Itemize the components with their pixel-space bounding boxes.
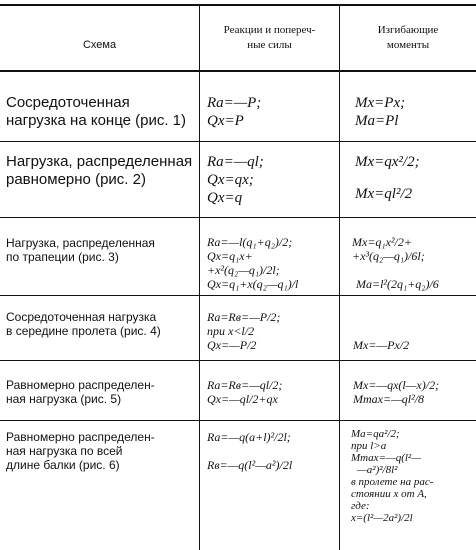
row1-scheme — [6, 94, 186, 130]
formula-line: —a²)²/8l² — [357, 464, 398, 476]
row3-scheme — [6, 236, 155, 264]
formula-line: Mа=qa²/2; — [351, 428, 400, 440]
scheme-line: нагрузка на конце (рис. 1) — [6, 112, 187, 129]
row2-reactions — [207, 153, 264, 207]
row1-reactions — [207, 94, 261, 130]
formula-line: Rа=—q(a+l)²/2l; — [207, 430, 291, 444]
header-scheme: Схема — [82, 39, 117, 51]
formula-line: Mа=Pl — [355, 113, 399, 129]
formula-line: Mx=—qx(l—x)/2; — [353, 378, 440, 392]
formula-line: Mx=q₁x²/2+ — [352, 235, 412, 249]
formula-line: Rа=Rв=—ql/2; — [207, 378, 283, 392]
scheme-line: ная нагрузка (рис. 5) — [6, 392, 122, 406]
scheme-line: Равномерно распределен- — [6, 430, 155, 444]
row4-moments — [353, 338, 409, 352]
row-divider-2 — [0, 217, 476, 218]
row3-moments — [352, 235, 439, 291]
scheme-line: Нагрузка, распределенная — [6, 236, 155, 250]
scheme-line: Нагрузка, распределенная — [6, 153, 193, 170]
row5-reactions — [207, 378, 282, 406]
row4-scheme — [6, 310, 161, 338]
scheme-line: в середине пролета (рис. 4) — [6, 324, 161, 338]
formula-line: Rа=—P; — [207, 95, 262, 111]
formula-line: Qx=q — [207, 190, 243, 206]
row-divider-5 — [0, 420, 476, 421]
row-divider-4 — [0, 360, 476, 361]
row5-scheme — [6, 378, 155, 406]
formula-line: Mа=l²(2q₁+q₂)/6 — [356, 277, 439, 291]
formula-line: Rв=—q(l²—a²)/2l — [207, 458, 293, 472]
formula-line: Mx=qx²/2; — [355, 154, 420, 170]
row6-reactions — [207, 430, 292, 472]
row3-reactions — [207, 235, 298, 291]
row6-moments — [351, 428, 433, 524]
formula-line: Rа=Rв=—P/2; — [207, 310, 281, 324]
formula-line: Mmax=—ql²/8 — [353, 392, 425, 406]
formula-line: Mx=Px; — [355, 95, 406, 111]
formula-line: Qx=q₁x+ — [207, 249, 253, 263]
header-moments-line2: моменты — [386, 39, 430, 51]
row6-scheme — [6, 430, 155, 472]
formula-line: Qx=P — [207, 113, 244, 129]
scheme-line: ная нагрузка по всей — [6, 444, 123, 458]
scheme-line: длине балки (рис. 6) — [6, 458, 120, 472]
header-reactions-line2: ные силы — [247, 39, 292, 51]
row1-moments — [355, 94, 405, 130]
formula-line: Qx=q₁+x(q₂—q₁)/l — [207, 277, 299, 291]
row5-moments — [353, 378, 439, 406]
formula-line: Qx=—P/2 — [207, 338, 257, 352]
formula-line: Rа=—l(q₁+q₂)/2; — [207, 235, 293, 249]
formula-line: где: — [351, 500, 370, 512]
scheme-line: Сосредоточенная — [6, 94, 130, 111]
formula-line: при l>a — [351, 440, 387, 452]
formula-line: стоянии x от A, — [351, 488, 427, 500]
scheme-line: Сосредоточенная нагрузка — [6, 310, 157, 324]
formula-line: Rа=—ql; — [207, 154, 264, 170]
formula-line: x=(l²—2a²)/2l — [351, 512, 413, 524]
formula-line: в пролете на рас- — [351, 476, 434, 488]
scheme-line: равномерно (рис. 2) — [6, 171, 146, 188]
row2-scheme — [6, 153, 192, 189]
top-border — [0, 4, 476, 6]
header-reactions-line1: Реакции и попереч- — [223, 24, 316, 36]
row-divider-3 — [0, 295, 476, 296]
formula-line: Mmax=—q(l²— — [351, 452, 421, 464]
column-divider-2 — [339, 4, 340, 550]
formula-line: Mx=ql²/2 — [355, 186, 413, 202]
row-divider-1 — [0, 141, 476, 142]
column-divider-1 — [199, 4, 200, 550]
scheme-line: Равномерно распределен- — [6, 378, 155, 392]
formula-line: +x²(q₂—q₁)/2l; — [207, 263, 280, 277]
formula-line: +x³(q₂—q₁)/6l; — [352, 249, 425, 263]
row2-moments — [355, 153, 420, 203]
scheme-line: по трапеции (рис. 3) — [6, 250, 119, 264]
formula-line: Qx=—ql/2+qx — [207, 392, 278, 406]
formula-line: Mx=—Px/2 — [353, 338, 410, 352]
formula-line: при x<l/2 — [207, 324, 255, 338]
row4-reactions — [207, 310, 280, 352]
formula-line: Qx=qx; — [207, 172, 254, 188]
header-moments-line1: Изгибающие — [377, 24, 439, 36]
header-divider — [0, 70, 476, 72]
